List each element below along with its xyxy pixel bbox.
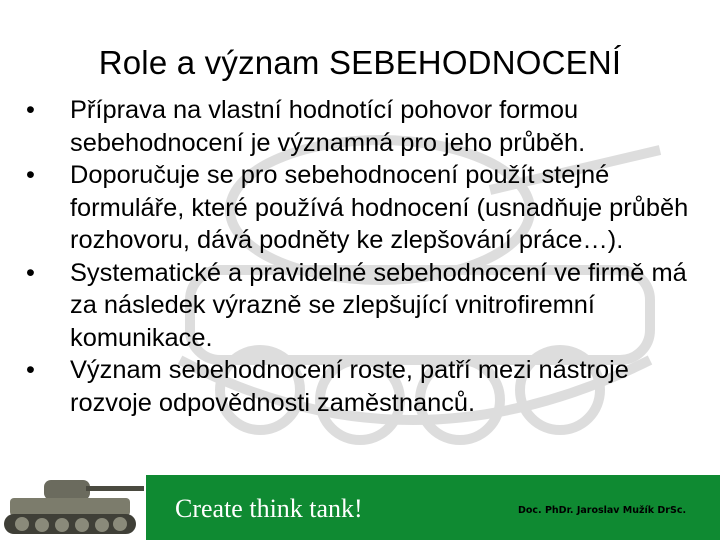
bullet-marker: • <box>26 161 35 189</box>
tank-icon <box>0 472 145 540</box>
bullet-text: Příprava na vlastní hodnotící pohovor formou sebehodnocení je významná pro jeho průběh. <box>70 96 586 157</box>
slogan-text: Create think tank! <box>175 494 363 523</box>
bullet-marker: • <box>26 258 35 287</box>
slide-title: Role a význam SEBEHODNOCENÍ <box>98 44 622 81</box>
author-name: Doc. PhDr. Jaroslav Mužík DrSc. <box>518 505 687 516</box>
bullet-marker: • <box>26 356 35 384</box>
bullet-text: Význam sebehodnocení roste, patří mezi nástroje rozvoje odpovědnosti zaměstnanců. <box>70 356 629 417</box>
bullet-item <box>26 354 716 419</box>
bullet-text: Doporučuje se pro sebehodnocení použít stejné formuláře, které používá hodnocení (usnadňuje průběh rozhovoru, dává podněty ke zlepšování práce…). <box>70 161 689 254</box>
bullet-marker: • <box>26 96 35 124</box>
bullet-item <box>26 159 716 257</box>
bullet-item <box>26 94 716 159</box>
bullet-text: Systematické a pravidelné sebehodnocení ve firmě má za následek výrazně se zlepšující vnitrofiremní komunikace. <box>70 258 687 352</box>
bullet-item <box>26 257 716 355</box>
bullet-list <box>26 94 716 419</box>
